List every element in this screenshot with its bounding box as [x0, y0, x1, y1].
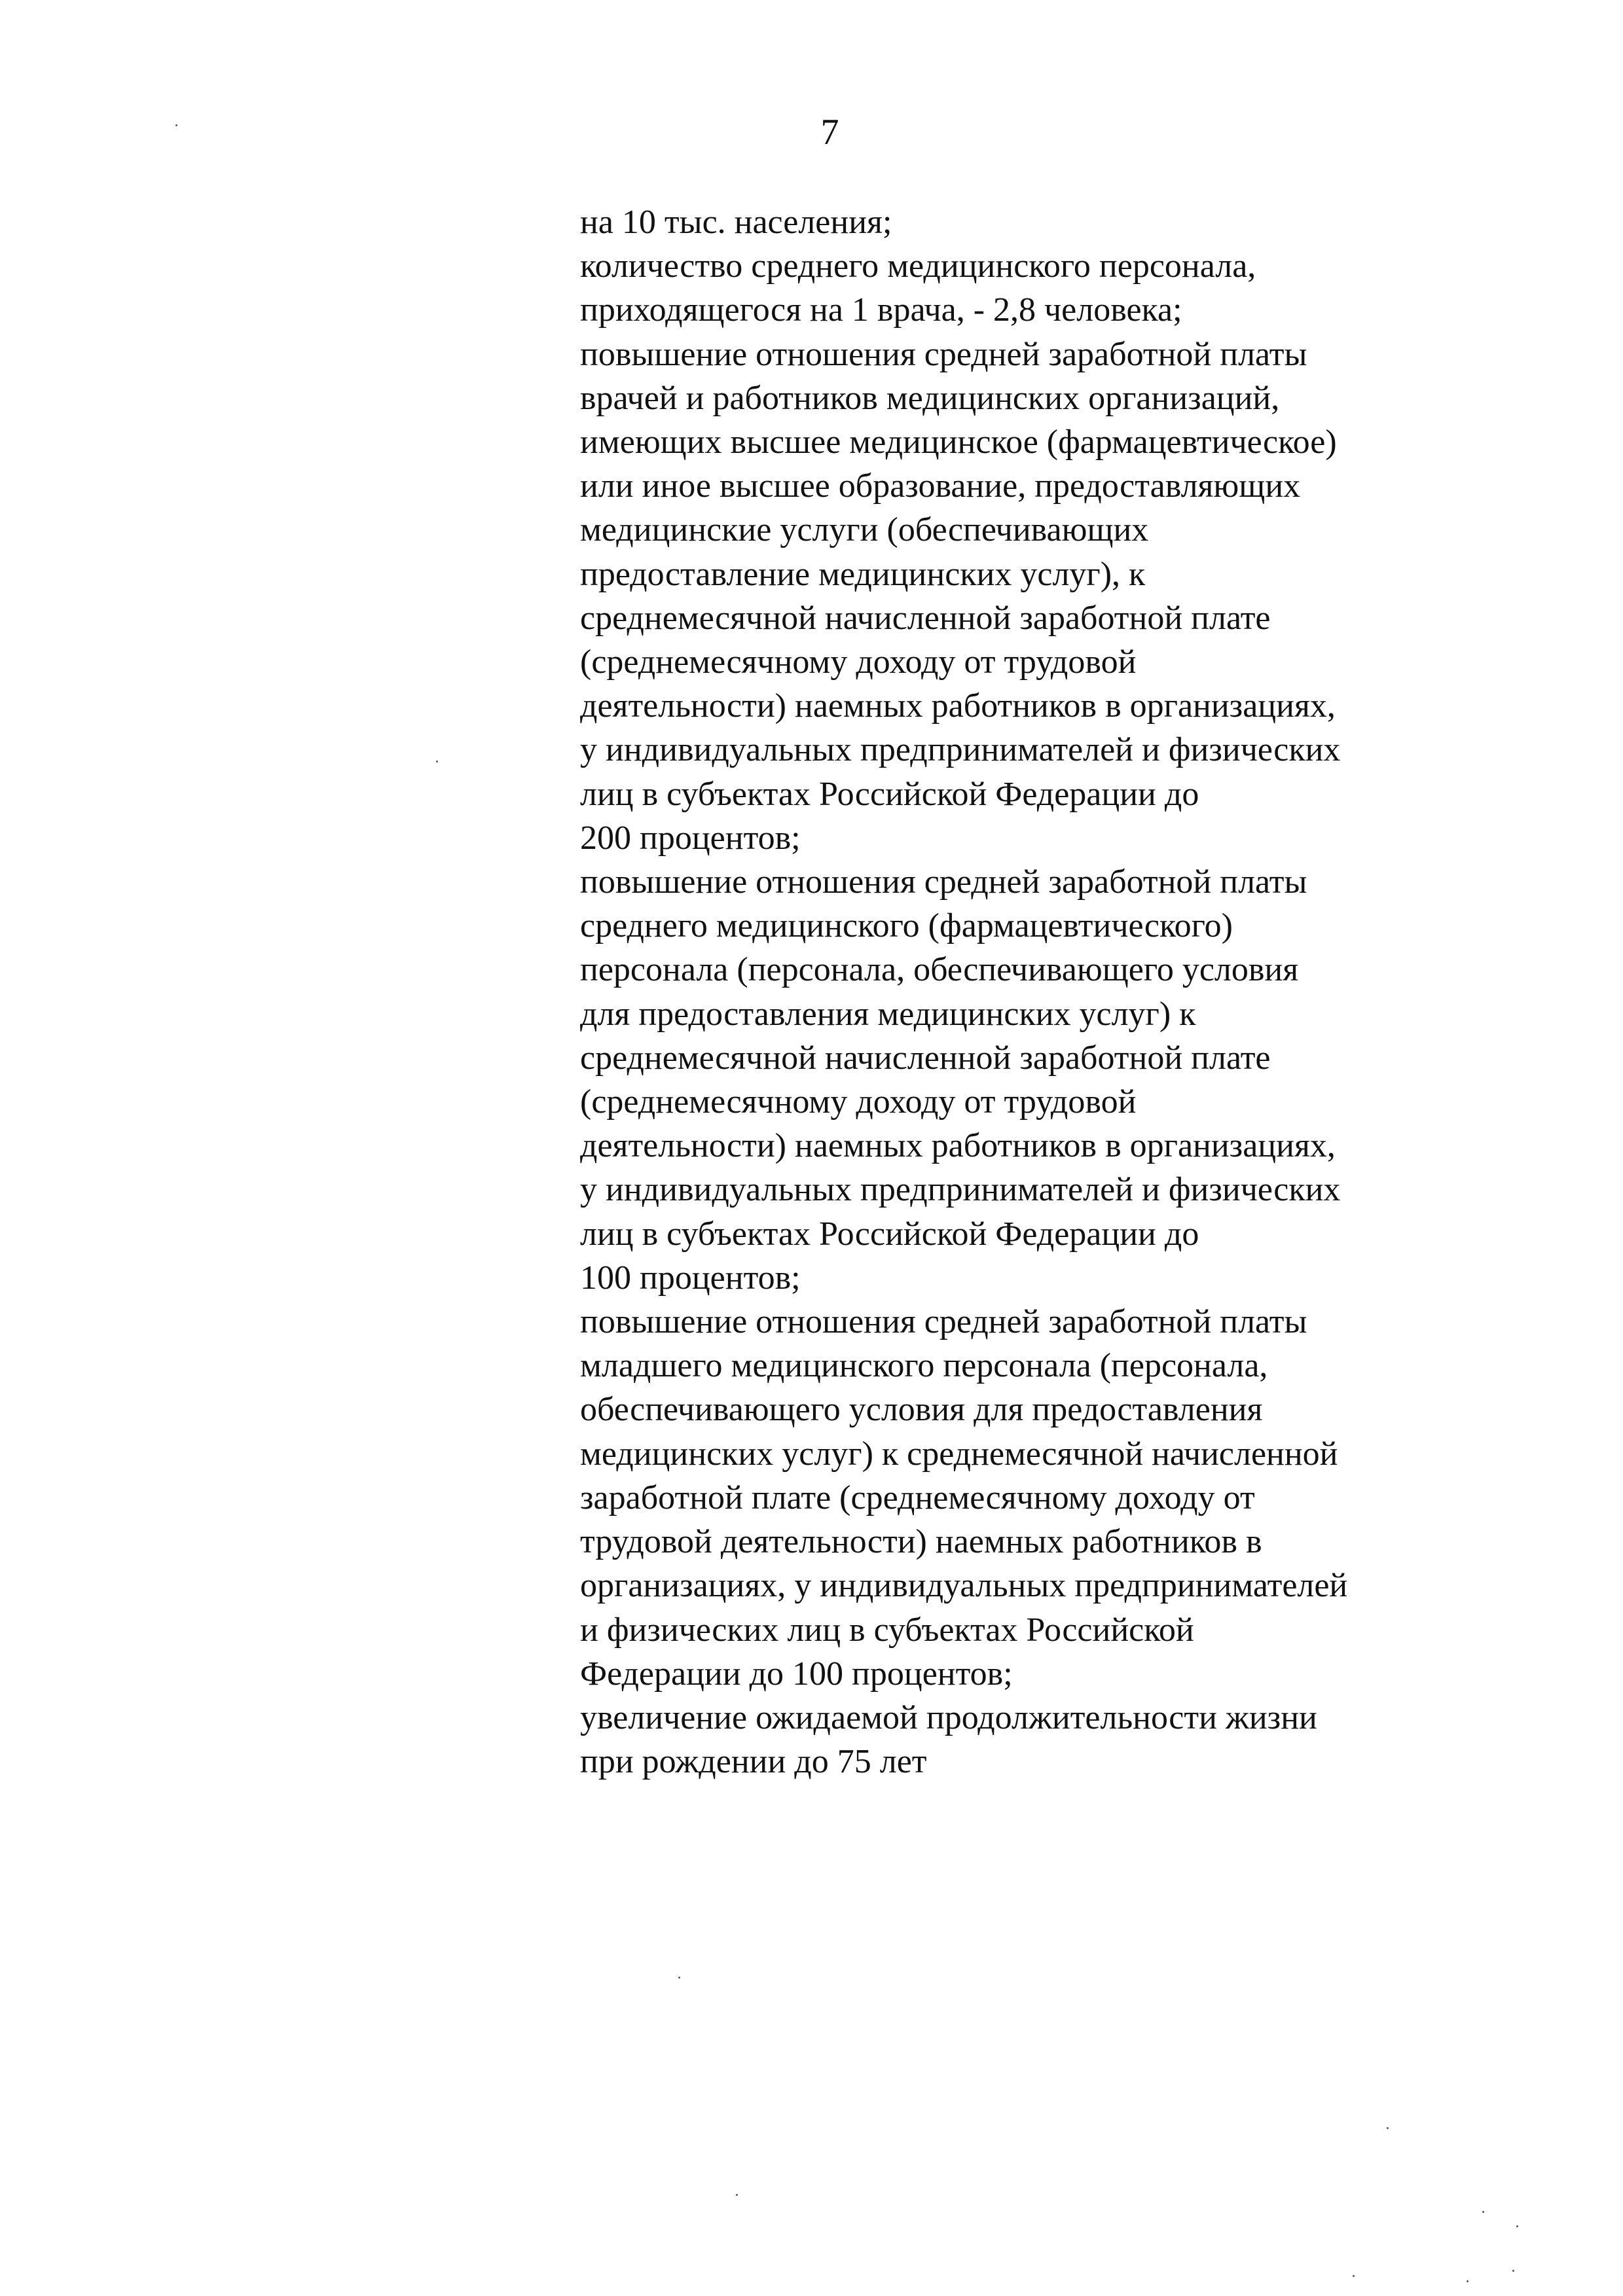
- text-line: врачей и работников медицинских организаций,: [580, 379, 1280, 417]
- text-line: имеющих высшее медицинское (фармацевтическое): [580, 423, 1337, 461]
- scan-speck: [1353, 2275, 1355, 2277]
- text-line: медицинских услуг) к среднемесячной начисленной: [580, 1435, 1338, 1473]
- text-line: количество среднего медицинского персонала,: [580, 247, 1256, 285]
- text-line: деятельности) наемных работников в организациях,: [580, 1127, 1336, 1165]
- scan-speck: [1482, 2211, 1484, 2213]
- text-line: повышение отношения средней заработной платы: [580, 863, 1307, 901]
- page-number: 7: [820, 112, 839, 152]
- text-line: приходящегося на 1 врача, - 2,8 человека;: [580, 291, 1182, 329]
- text-line: организациях, у индивидуальных предпринимателей: [580, 1567, 1348, 1605]
- text-line: деятельности) наемных работников в организациях,: [580, 687, 1336, 725]
- text-line: обеспечивающего условия для предоставления: [580, 1391, 1263, 1429]
- text-line: (среднемесячному доходу от трудовой: [580, 643, 1137, 681]
- scan-speck: [436, 761, 438, 762]
- text-line: медицинские услуги (обеспечивающих: [580, 511, 1149, 549]
- text-line: заработной плате (среднемесячному доходу от: [580, 1479, 1255, 1516]
- text-line: повышение отношения средней заработной платы: [580, 1303, 1307, 1341]
- text-line: при рождении до 75 лет: [580, 1743, 927, 1781]
- text-line: (среднемесячному доходу от трудовой: [580, 1083, 1137, 1121]
- text-line: 200 процентов;: [580, 819, 801, 857]
- text-line: 100 процентов;: [580, 1259, 801, 1297]
- scan-speck: [1467, 2280, 1468, 2282]
- scan-speck: [736, 2194, 738, 2196]
- scan-speck: [1516, 2225, 1518, 2227]
- text-line: и физических лиц в субъектах Российской: [580, 1611, 1194, 1649]
- scan-speck: [678, 1977, 680, 1979]
- text-line: трудовой деятельности) наемных работников в: [580, 1523, 1262, 1561]
- scan-speck: [175, 124, 177, 126]
- text-line: младшего медицинского персонала (персонала,: [580, 1347, 1268, 1385]
- text-line: или иное высшее образование, предоставляющих: [580, 467, 1301, 505]
- body-text: [580, 200, 1562, 1784]
- text-line: предоставление медицинских услуг), к: [580, 555, 1146, 593]
- scan-speck: [1512, 2270, 1514, 2272]
- text-line: лиц в субъектах Российской Федерации до: [580, 1215, 1199, 1253]
- text-line: среднемесячной начисленной заработной плате: [580, 599, 1271, 637]
- text-line: на 10 тыс. населения;: [580, 204, 892, 241]
- text-line: для предоставления медицинских услуг) к: [580, 995, 1196, 1033]
- text-line: лиц в субъектах Российской Федерации до: [580, 775, 1199, 813]
- text-line: увеличение ожидаемой продолжительности жизни: [580, 1698, 1317, 1736]
- scan-speck: [1387, 2127, 1389, 2129]
- text-line: Федерации до 100 процентов;: [580, 1655, 1013, 1693]
- text-line: персонала (персонала, обеспечивающего условия: [580, 951, 1299, 989]
- text-line: повышение отношения средней заработной платы: [580, 335, 1307, 373]
- text-line: у индивидуальных предпринимателей и физических: [580, 731, 1341, 769]
- text-line: у индивидуальных предпринимателей и физических: [580, 1171, 1341, 1209]
- text-line: среднего медицинского (фармацевтического): [580, 907, 1233, 945]
- text-line: среднемесячной начисленной заработной плате: [580, 1039, 1271, 1077]
